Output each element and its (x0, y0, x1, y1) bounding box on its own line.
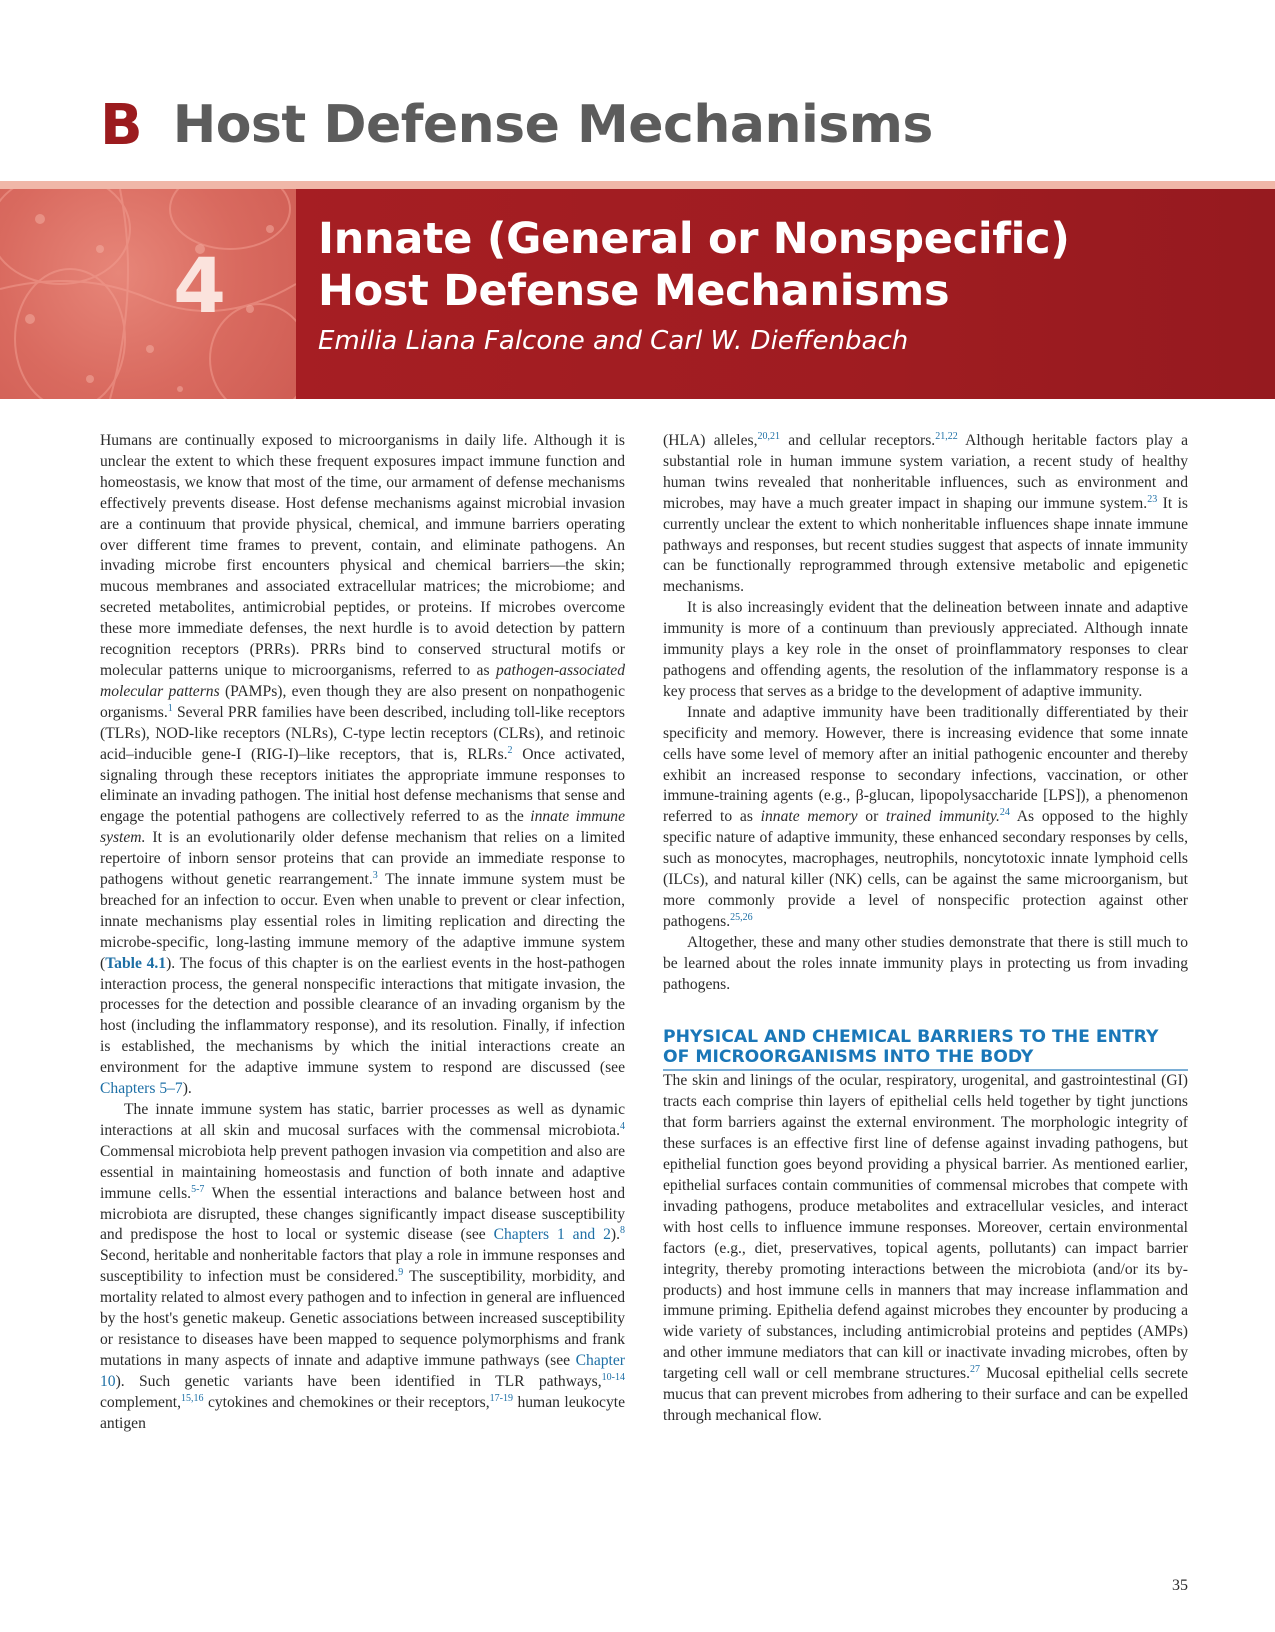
text-run: Humans are continually exposed to microorganisms in daily life. Although it is unclear the extent to which these frequent exposures impact immune function and homeostasis, we know that most of the time, our armament of defense mechanisms effectively prevents disease. Host defense mechanisms against microbial invasion are a continuum that provide physical, chemical, and immune barriers operating over different time frames to prevent, contain, and eliminate pathogens. An invading microbe first encounters physical and chemical barriers—the skin; mucous membranes and associated extracellular matrices; the microbiome; and secreted metabolites, antimicrobial peptides, or proteins. If microbes overcome these more immediate defenses, the next hurdle is to avoid detection by pattern recognition receptors (PRRs). PRRs bind to conserved structural motifs or molecular patterns unique to microorganisms, referred to as (100, 432, 625, 679)
text-run: It is an evolutionarily older defense mechanism that relies on a limited repertoire of inborn sensor proteins that can provide an immediate response to pathogens without genetic rearrangement. (100, 829, 625, 889)
citation-ref[interactable]: 27 (969, 1364, 980, 1376)
paragraph (663, 933, 1188, 996)
cross-reference-link[interactable]: Table 4.1 (105, 954, 167, 972)
citation-ref[interactable]: 24 (999, 807, 1010, 819)
text-run: The skin and linings of the ocular, respiratory, urogenital, and gastrointestinal (GI) tracts each comprise thin layers of epithelial cells held together by tight junctions that form barriers against the external environment. The morphologic integrity of these surfaces is an effective first line of defense against invading pathogens, but epithelial function goes beyond providing a physical barrier. As mentioned earlier, epithelial surfaces contain communities of commensal microbes that compete with invading pathogens, produce metabolites and extracellular vesicles, and interact with host cells to influence immune responses. Moreover, certain environmental factors (e.g., diet, preservatives, topical agents, pollutants) can impact barrier integrity, thereby promoting interactions between the microbiota (and/or its by-products) and host immune cells in manners that may increase inflammation and immune priming. Epithelia defend against microbes they encounter by producing a wide variety of substances, including antimicrobial proteins and peptides (AMPs) and other immune mediators that can kill or inactivate invading microbes, often by targeting cell wall or cell membrane structures. (663, 1072, 1188, 1383)
right-column (663, 431, 1188, 1427)
paragraph (100, 431, 625, 1100)
section-heading: PHYSICAL AND CHEMICAL BARRIERS TO THE ENTRY OF MICROORGANISMS INTO THE BODY (663, 1027, 1188, 1071)
citation-ref[interactable]: 10-14 (601, 1371, 625, 1383)
italic-term: innate memory (760, 808, 858, 826)
text-run: Mucosal epithelial cells secrete mucus that can prevent microbes from adhering to their surface and can be expelled through mechanical flow. (663, 1365, 1188, 1424)
text-run: and cellular receptors. (779, 432, 936, 449)
citation-ref[interactable]: 17-19 (489, 1392, 513, 1404)
paragraph (100, 1100, 625, 1435)
part-title: Host Defense Mechanisms (172, 95, 933, 155)
citation-ref[interactable]: 3 (372, 870, 378, 882)
citation-ref[interactable]: 15,16 (180, 1392, 204, 1404)
text-run: (HLA) alleles, (663, 432, 758, 449)
text-run: ). Such genetic variants have been identified in TLR pathways, (115, 1372, 602, 1390)
citation-ref[interactable]: 23 (1147, 493, 1158, 505)
chapter-authors: Emilia Liana Falcone and Carl W. Dieffenbach (318, 326, 909, 356)
citation-ref[interactable]: 25,26 (730, 911, 753, 923)
text-run: The innate immune system has static, barrier processes as well as dynamic interactions at all skin and mucosal surfaces with the commensal microbiota. (100, 1101, 625, 1139)
chapter-title-line-1: Innate (General or Nonspecific) (318, 214, 1070, 264)
text-run: ). (182, 1080, 192, 1098)
cross-reference-link[interactable]: Chapter 10 (100, 1351, 625, 1390)
text-run: Although heritable factors play a substantial role in human immune system variation, a recent study of healthy human twins revealed that nonheritable influences, such as environment and microbes, may have a much greater impact in shaping our immune system. (663, 432, 1188, 512)
citation-ref[interactable]: 21,22 (935, 431, 958, 442)
chapter-number-box (0, 189, 296, 399)
text-run: or (857, 808, 887, 826)
citation-ref[interactable]: 8 (620, 1225, 625, 1237)
text-run: The susceptibility, morbidity, and mortality related to almost every pathogen and to infection in general are influenced by the host's genetic makeup. Genetic associations between increased susceptibility or resistance to diseases have been mapped to sequence polymorphisms and frank mutations in many aspects of innate and adaptive immune pathways (see (100, 1268, 625, 1369)
citation-ref[interactable]: 4 (620, 1120, 625, 1132)
cross-reference-link[interactable]: Chapters 5–7 (100, 1080, 183, 1098)
text-run: When the essential interactions and balance between host and microbiota are disrupted, these changes significantly impact disease susceptibility and predispose the host to local or systemic disease (see (100, 1184, 625, 1244)
citation-ref[interactable]: 1 (167, 702, 173, 714)
text-run: It is currently unclear the extent to which nonheritable influences shape innate immune pathways and responses, but recent studies suggest that aspects of innate immunity can be functionally reprogrammed through extensive metabolic and epigenetic mechanisms. (663, 494, 1188, 596)
cross-reference-link[interactable]: Chapters 1 and 2 (493, 1226, 611, 1244)
text-run: Once activated, signaling through these receptors initiates the appropriate immune responses to eliminate an invading pathogen. The initial host defense mechanisms that sense and engage the potential pathogens are collectively referred to as the (100, 745, 625, 826)
part-letter: B (100, 92, 143, 158)
citation-ref[interactable]: 2 (507, 744, 513, 756)
text-run: Commensal microbiota help prevent pathogen invasion via competition and also are essential in maintaining homeostasis and function of both innate and adaptive immune cells. (100, 1142, 625, 1202)
text-run: It is also increasingly evident that the delineation between innate and adaptive immunity is more of a continuum than previously appreciated. Although innate immunity plays a key role in the onset of proinflammatory responses to clear pathogens and offending agents, the resolution of the inflammatory response is a key process that serves as a bridge to the development of adaptive immunity. (663, 599, 1188, 700)
paragraph (663, 1071, 1188, 1426)
text-run: human leukocyte antigen (100, 1393, 625, 1432)
text-run: Altogether, these and many other studies demonstrate that there is still much to be learned about the roles innate immunity plays in protecting us from invading pathogens. (663, 933, 1188, 993)
citation-ref[interactable]: 5-7 (191, 1183, 205, 1195)
paragraph (663, 598, 1188, 703)
italic-term: innate immune system. (100, 808, 625, 847)
paragraph (663, 431, 1188, 598)
text-run: Innate and adaptive immunity have been traditionally differentiated by their specificity and memory. However, there is increasing evidence that some innate cells have some level of memory after an initial pathogenic encounter and thereby exhibit an increased response to secondary infections, vaccination, or other immune-training agents (e.g., β-glucan, lipopolysaccharide [LPS]), a phenomenon referred to as (663, 703, 1188, 826)
chapter-banner (0, 189, 1275, 399)
page-number: 35 (1172, 1577, 1188, 1594)
text-run: Several PRR families have been described, including toll-like receptors (TLRs), NOD-like receptors (NLRs), C-type lectin receptors (CLRs), and retinoic acid–inducible gene-I (RIG-I)–like receptors, that is, RLRs. (100, 703, 625, 763)
text-run: Second, heritable and nonheritable factors that play a role in immune responses and susceptibility to infection must be considered. (100, 1247, 625, 1286)
text-run: cytokines and chemokines or their receptors, (203, 1393, 490, 1411)
text-run: complement, (100, 1393, 181, 1411)
text-run: As opposed to the highly specific nature of adaptive immunity, these enhanced secondary responses by cells, such as monocytes, macrophages, neutrophils, noncytotoxic innate lymphoid cells (ILCs), and natural killer (NK) cells, can be against the same microorganism, but more commonly provide a level of nonspecific protection against other pathogens. (663, 808, 1188, 930)
italic-term: pathogen-associated molecular patterns (100, 661, 625, 700)
text-run: (PAMPs), even though they are also present on nonpathogenic organisms. (100, 682, 625, 721)
italic-term: trained immunity. (886, 808, 1000, 826)
paragraph (663, 703, 1188, 933)
chapter-title-line-2: Host Defense Mechanisms (318, 266, 950, 316)
chapter-number: 4 (173, 241, 226, 330)
text-run: The innate immune system must be breached for an infection to occur. Even when unable to prevent or clear infection, innate mechanisms play essential roles in limiting replication and directing the microbe-specific, long-lasting immune memory of the adaptive immune system ( (100, 871, 626, 972)
text-run: ). (610, 1226, 620, 1244)
left-column (100, 431, 625, 1435)
part-header (100, 85, 933, 165)
text-run: ). The focus of this chapter is on the earliest events in the host-pathogen interaction process, the general nonspecific interactions that mitigate invasion, the processes for the detection and possible clearance of an invading organism by the host (including the inflammatory response), and its resolution. Finally, if infection is established, the mechanisms by which the initial interactions create an environment for the adaptive immune system to respond are discussed (see (100, 954, 626, 1077)
citation-ref[interactable]: 9 (398, 1267, 404, 1279)
chapter-title (318, 213, 1258, 317)
band-top-line (0, 181, 1275, 189)
citation-ref[interactable]: 20,21 (757, 431, 780, 442)
